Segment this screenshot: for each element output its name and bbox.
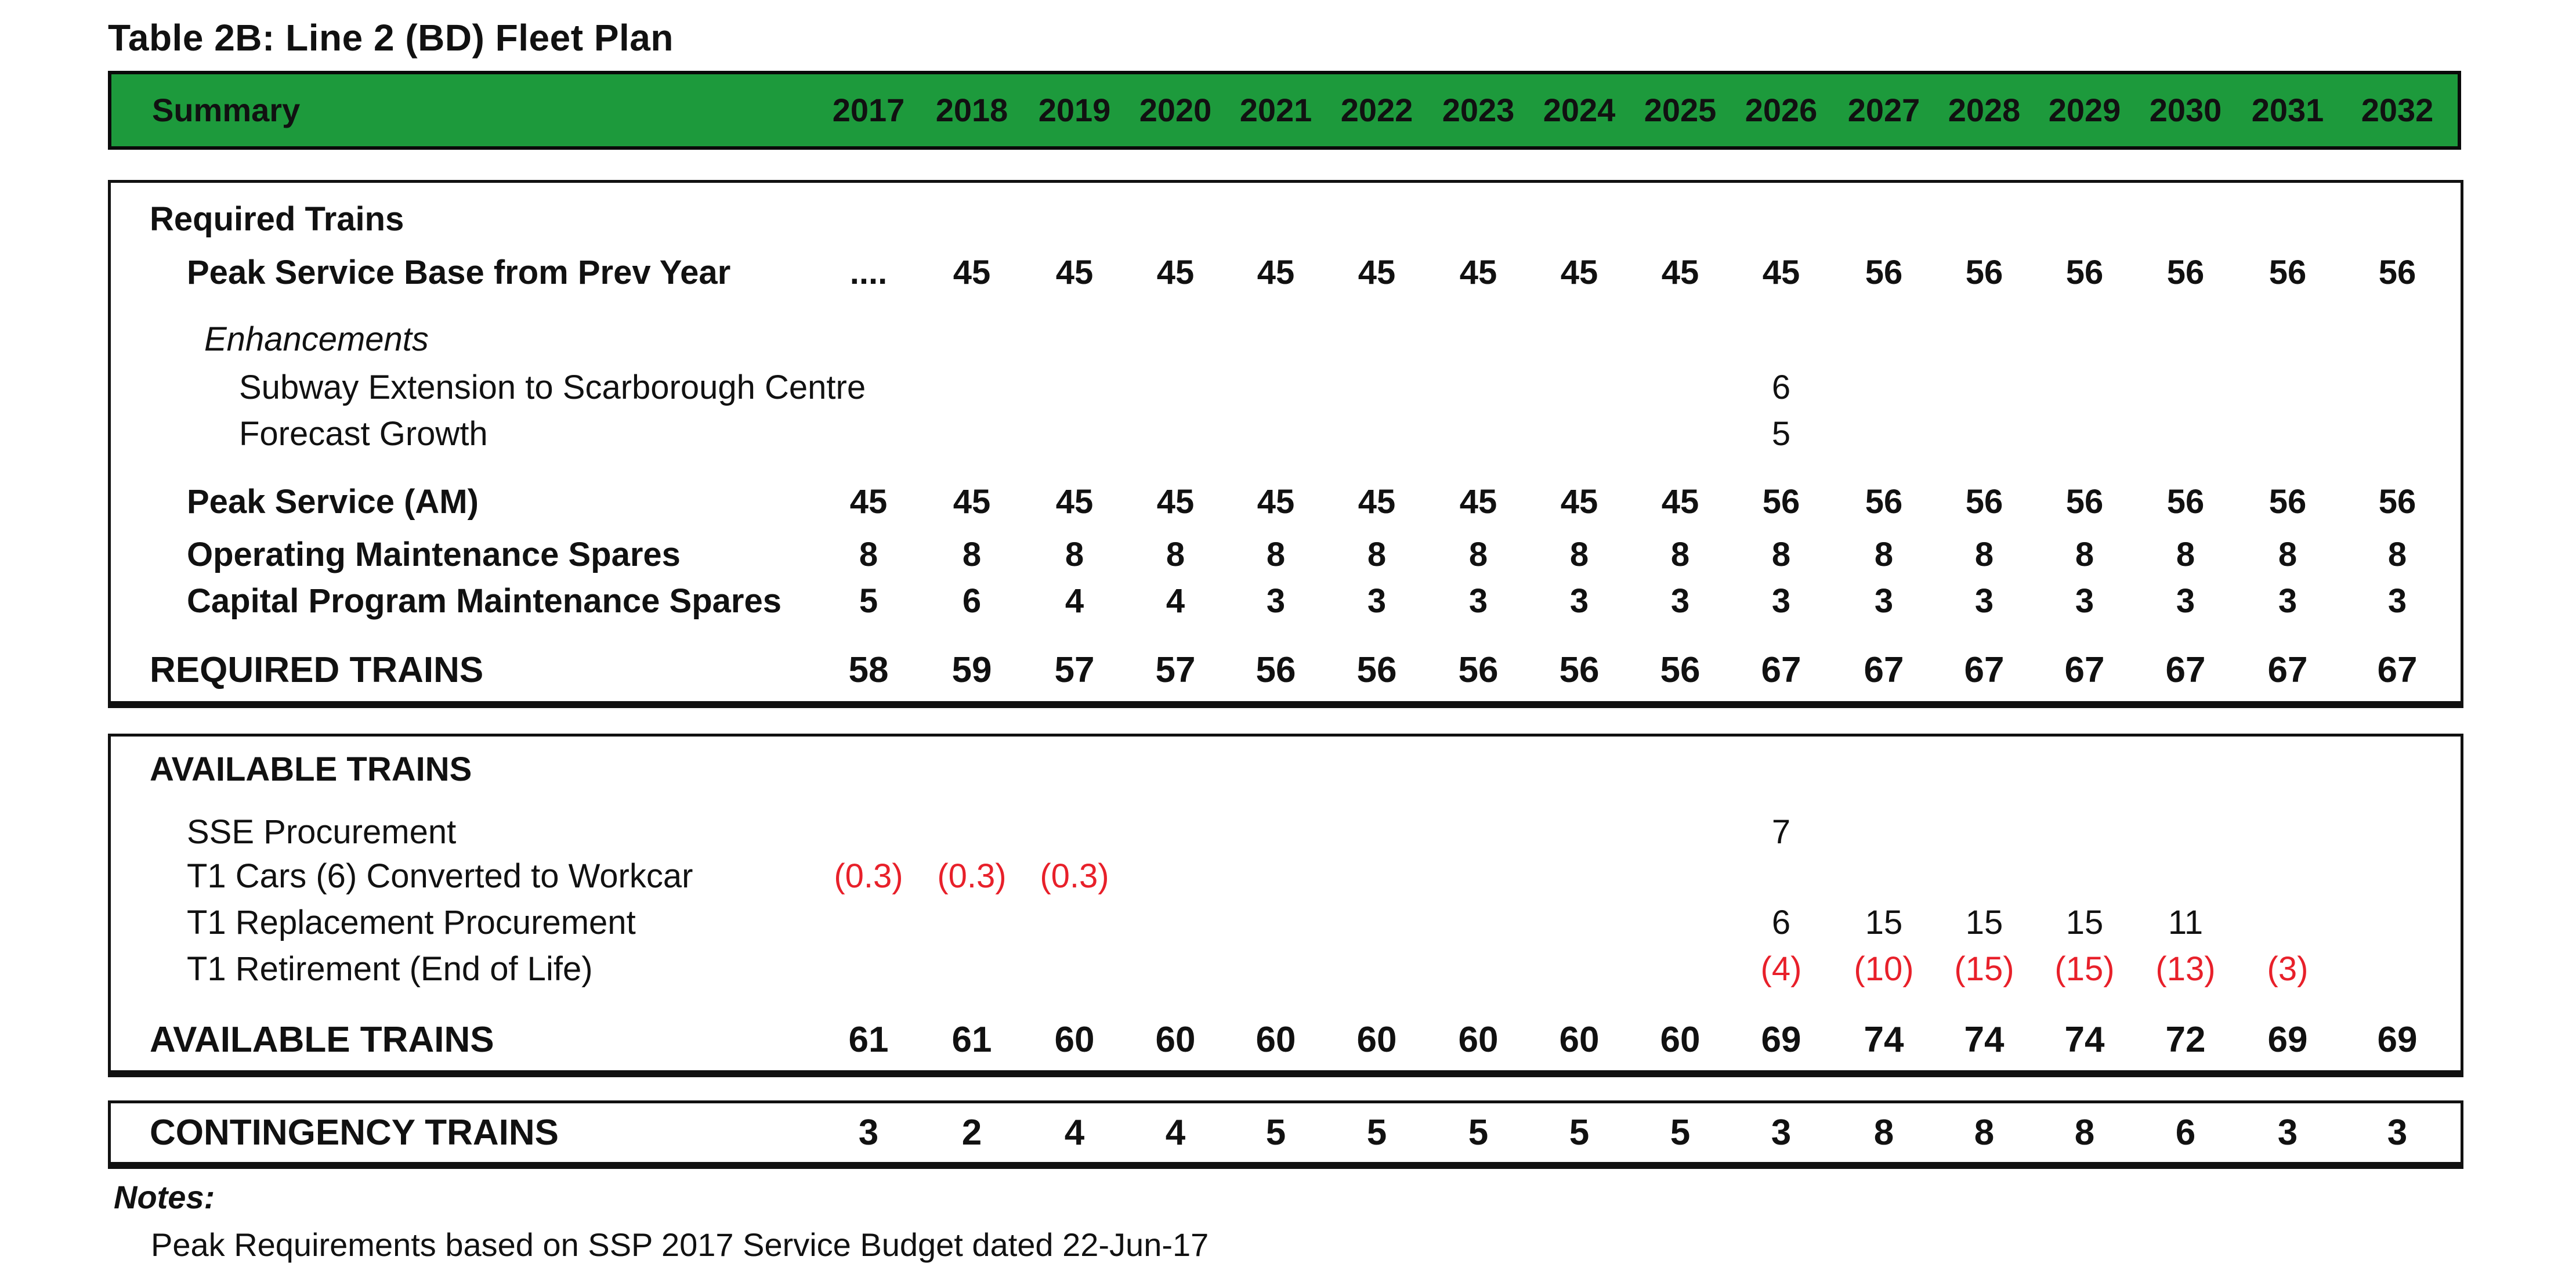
table-cell: 56 [1256,650,1296,690]
table-cell: .... [849,254,888,291]
table-cell: 3 [2277,1113,2298,1153]
required-trains-total-row [0,647,2576,694]
enhancements-heading-label: Enhancements [204,320,429,358]
table-cell: 3 [2176,582,2195,620]
table-cell: 45 [1055,254,1094,291]
peak-service-am-row-label: Peak Service (AM) [187,483,479,521]
table-cell: 3 [2387,1113,2408,1153]
year-header-2017: 2017 [832,92,905,128]
year-header-2031: 2031 [2251,92,2324,128]
table-cell: 45 [1661,254,1699,291]
t1-retirement-row-label: T1 Retirement (End of Life) [187,950,593,988]
table-cell: 3 [1974,582,1994,620]
table-cell: 56 [1356,650,1397,690]
capital-program-spares-row [0,578,2576,625]
table-cell: 8 [1873,1113,1894,1153]
table-cell: 56 [2378,483,2416,521]
year-header-2029: 2029 [2048,92,2121,128]
table-cell: 4 [1165,1113,1186,1153]
table-cell: 8 [859,536,878,573]
table-cell: 8 [1670,536,1690,573]
table-cell: 5 [1366,1113,1387,1153]
table-cell: 56 [2378,254,2416,291]
table-cell: 8 [2387,536,2407,573]
year-header-2025: 2025 [1644,92,1717,128]
table-cell: 3 [1468,582,1488,620]
year-header-2032: 2032 [2361,92,2434,128]
table-cell: 8 [2075,536,2094,573]
table-cell: 8 [1974,1113,1995,1153]
contingency-trains-row [0,1110,2576,1156]
summary-label: Summary [152,92,301,128]
table-cell: 3 [1266,582,1286,620]
year-header-2022: 2022 [1340,92,1413,128]
contingency-trains-row-label: CONTINGENCY TRAINS [150,1113,559,1153]
table-cell: 45 [1156,483,1195,521]
table-cell: 74 [2064,1020,2105,1060]
notes-heading: Notes: [114,1179,215,1215]
table-cell: 69 [2377,1020,2418,1060]
table-cell: 8 [1065,536,1084,573]
table-cell: 8 [1266,536,1286,573]
year-header-2028: 2028 [1948,92,2021,128]
table-cell: (0.3) [834,857,903,895]
available-trains-total-row [0,1017,2576,1063]
year-header-2021: 2021 [1239,92,1312,128]
table-cell: 45 [1459,483,1497,521]
year-header-2023: 2023 [1442,92,1515,128]
table-cell: 3 [858,1113,879,1153]
table-cell: 4 [1065,582,1084,620]
table-cell: 45 [1358,483,1396,521]
table-cell: 3 [1771,582,1791,620]
available-trains-section-heading [0,746,2576,793]
table-cell: 74 [1864,1020,1904,1060]
table-cell: 45 [1661,483,1699,521]
year-header-2024: 2024 [1543,92,1616,128]
year-header-2030: 2030 [2149,92,2222,128]
table-cell: 5 [1670,1113,1691,1153]
notes-text: Peak Requirements based on SSP 2017 Service Budget dated 22-Jun-17 [151,1226,1209,1263]
table-cell: 45 [1257,254,1295,291]
table-cell: 5 [1468,1113,1489,1153]
table-cell: 3 [2387,582,2407,620]
table-cell: 67 [1964,650,2005,690]
t1-replacement-row [0,900,2576,946]
t1-cars-converted-row [0,853,2576,900]
table-cell: (13) [2155,950,2216,988]
table-cell: 69 [2267,1020,2308,1060]
table-cell: 8 [2074,1113,2095,1153]
table-cell: 56 [1865,483,1903,521]
table-cell: 56 [2065,254,2104,291]
table-cell: 67 [2267,650,2308,690]
year-header-2018: 2018 [935,92,1008,128]
table-cell: (15) [1954,950,2014,988]
table-cell: (3) [2267,950,2309,988]
table-cell: 59 [951,650,992,690]
table-cell: 5 [1569,1113,1590,1153]
table-cell: 4 [1064,1113,1085,1153]
sse-procurement-row [0,809,2576,856]
table-cell: 8 [1874,536,1894,573]
table-cell: 60 [1559,1020,1600,1060]
subway-extension-row [0,364,2576,411]
enhancements-heading [0,316,2576,363]
operating-maintenance-spares-row [0,532,2576,578]
table-cell: 3 [1771,1113,1792,1153]
table-cell: 56 [1865,254,1903,291]
table-cell: 11 [2168,904,2204,941]
capital-program-spares-row-label: Capital Program Maintenance Spares [187,582,782,620]
table-cell: 61 [951,1020,992,1060]
table-cell: 8 [2176,536,2195,573]
table-cell: 5 [859,582,878,620]
table-cell: 3 [2075,582,2094,620]
table-cell: 45 [1358,254,1396,291]
table-cell: 69 [1761,1020,1801,1060]
table-cell: 15 [1865,904,1903,941]
table-cell: 57 [1054,650,1095,690]
table-cell: 60 [1458,1020,1499,1060]
subway-extension-row-label: Subway Extension to Scarborough Centre [239,369,866,406]
table-cell: (0.3) [937,857,1007,895]
table-cell: 8 [2278,536,2298,573]
table-cell: 45 [1762,254,1800,291]
table-cell: 15 [2065,904,2104,941]
table-cell: 67 [1864,650,1904,690]
table-cell: 60 [1155,1020,1196,1060]
table-cell: (4) [1760,950,1802,988]
table-cell: 6 [2175,1113,2196,1153]
table-cell: 45 [1156,254,1195,291]
table-cell: 56 [1965,483,2003,521]
table-cell: 45 [1560,483,1598,521]
table-cell: 5 [1265,1113,1286,1153]
table-cell: 60 [1256,1020,1296,1060]
table-cell: 7 [1771,813,1791,851]
table-cell: 56 [2065,483,2104,521]
table-cell: 45 [953,254,991,291]
table-cell: 67 [1761,650,1801,690]
table-cell: 72 [2165,1020,2206,1060]
forecast-growth-row [0,411,2576,457]
table-cell: 67 [2064,650,2105,690]
summary-header-row [0,87,2576,133]
table-cell: 8 [962,536,982,573]
table-cell: 56 [1660,650,1701,690]
table-cell: 67 [2377,650,2418,690]
table-cell: 8 [1569,536,1589,573]
available-trains-total-row-label: AVAILABLE TRAINS [150,1020,494,1060]
table-cell: 8 [1468,536,1488,573]
table-cell: 56 [1762,483,1800,521]
table-cell: 8 [1166,536,1185,573]
table-cell: 45 [1459,254,1497,291]
t1-retirement-row [0,946,2576,992]
table-cell: 56 [1559,650,1600,690]
sse-procurement-row-label: SSE Procurement [187,813,457,851]
table-cell: 8 [1367,536,1387,573]
table-cell: 2 [961,1113,982,1153]
table-cell: 56 [2269,254,2307,291]
forecast-growth-row-label: Forecast Growth [239,415,488,453]
table-cell: 45 [953,483,991,521]
table-cell: 58 [848,650,889,690]
table-cell: 5 [1771,415,1791,453]
year-header-2026: 2026 [1745,92,1818,128]
year-header-2027: 2027 [1847,92,1920,128]
table-cell: 60 [1356,1020,1397,1060]
table-cell: (0.3) [1040,857,1109,895]
table-cell: (10) [1854,950,1914,988]
table-cell: 60 [1660,1020,1701,1060]
table-cell: 3 [2278,582,2298,620]
year-header-2019: 2019 [1038,92,1111,128]
operating-maintenance-spares-row-label: Operating Maintenance Spares [187,536,681,573]
table-cell: 45 [1560,254,1598,291]
table-cell: (15) [2054,950,2115,988]
peak-service-am-row [0,479,2576,525]
table-cell: 3 [1367,582,1387,620]
table-cell: 3 [1569,582,1589,620]
table-cell: 15 [1965,904,2003,941]
table-cell: 8 [1771,536,1791,573]
table-cell: 61 [848,1020,889,1060]
t1-replacement-row-label: T1 Replacement Procurement [187,904,636,941]
table-cell: 45 [1257,483,1295,521]
table-cell: 6 [962,582,982,620]
required-trains-section-heading-label: Required Trains [150,200,404,238]
table-cell: 74 [1964,1020,2005,1060]
table-cell: 56 [1965,254,2003,291]
peak-service-base-row [0,250,2576,296]
table-title: Table 2B: Line 2 (BD) Fleet Plan [108,17,674,59]
table-cell: 56 [1458,650,1499,690]
required-trains-total-row-label: REQUIRED TRAINS [150,650,484,690]
table-cell: 56 [2166,254,2205,291]
table-cell: 6 [1771,904,1791,941]
table-cell: 45 [1055,483,1094,521]
table-cell: 60 [1054,1020,1095,1060]
table-cell: 56 [2269,483,2307,521]
table-cell: 67 [2165,650,2206,690]
table-cell: 8 [1974,536,1994,573]
table-cell: 57 [1155,650,1196,690]
table-cell: 45 [849,483,888,521]
required-trains-section-heading [0,196,2576,243]
table-cell: 56 [2166,483,2205,521]
table-cell: 3 [1874,582,1894,620]
year-header-2020: 2020 [1139,92,1212,128]
available-trains-section-heading-label: AVAILABLE TRAINS [150,750,472,788]
t1-cars-converted-row-label: T1 Cars (6) Converted to Workcar [187,857,693,895]
table-cell: 3 [1670,582,1690,620]
table-cell: 4 [1166,582,1185,620]
table-cell: 6 [1771,369,1791,406]
peak-service-base-row-label: Peak Service Base from Prev Year [187,254,731,291]
